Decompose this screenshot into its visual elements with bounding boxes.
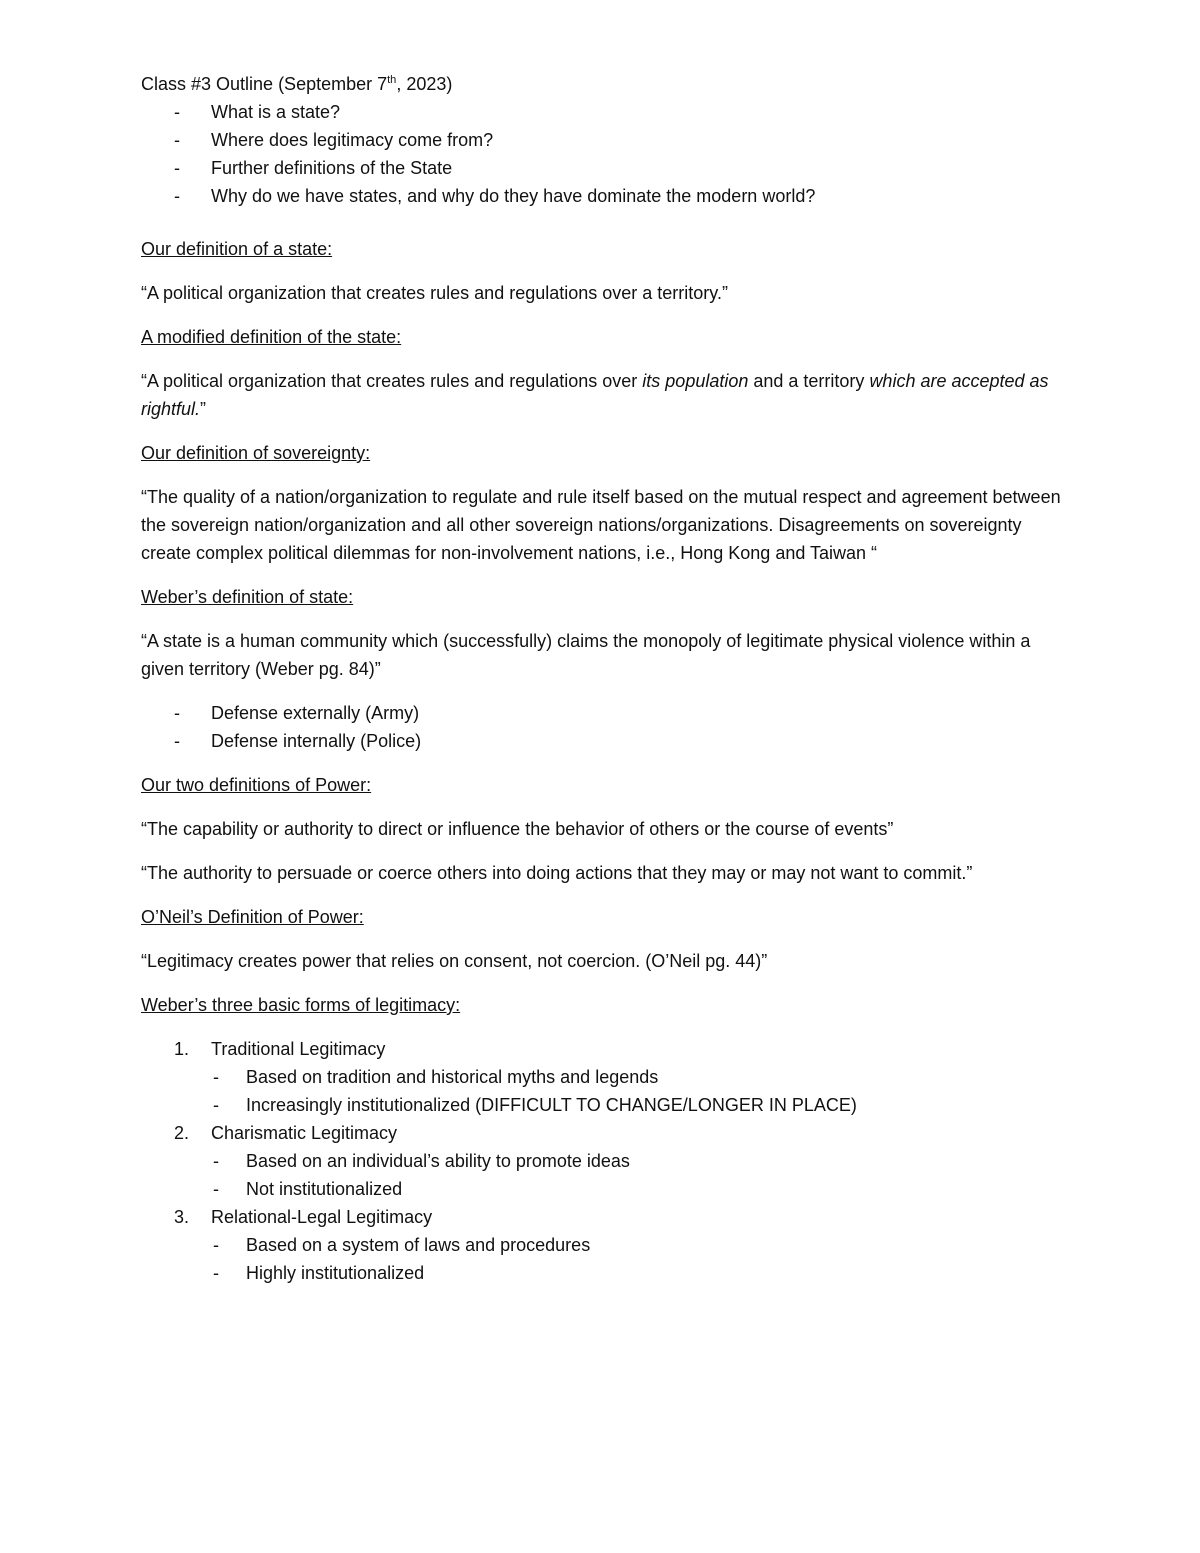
list-item: [141, 1175, 1061, 1203]
document-title: [141, 70, 1061, 98]
form-name: Traditional Legitimacy: [211, 1039, 386, 1059]
quote-text: “A political organization that creates rules and regulations over: [141, 371, 643, 391]
legitimacy-form: [141, 1119, 1061, 1203]
list-item-text: Defense internally (Police): [211, 731, 422, 751]
list-item: [141, 1259, 1061, 1287]
list-item-text: What is a state?: [211, 102, 341, 122]
list-item: [141, 98, 1061, 126]
dash-bullet: -: [174, 703, 180, 723]
quote-emphasis: which are accepted as rightful.: [141, 371, 1049, 419]
modified-definition-quote: [141, 367, 1061, 423]
legitimacy-form: [141, 1203, 1061, 1287]
dash-bullet: -: [213, 1095, 219, 1115]
state-definition-heading: Our definition of a state:: [141, 239, 333, 259]
list-item: [141, 1091, 1061, 1119]
list-item: [141, 182, 1061, 210]
list-item-text: Not institutionalized: [246, 1179, 403, 1199]
list-item: [141, 126, 1061, 154]
form-points: [141, 1147, 1061, 1203]
legitimacy-heading: Weber’s three basic forms of legitimacy:: [141, 995, 461, 1015]
list-item: [141, 699, 1061, 727]
list-item-text: Defense externally (Army): [211, 703, 420, 723]
dash-bullet: -: [174, 130, 180, 150]
oneil-heading: O’Neil’s Definition of Power:: [141, 907, 364, 927]
sovereignty-quote: “The quality of a nation/organization to regulate and rule itself based on the mutual respect and agreement between the sovereign nation/organization and all other sovereign nations/organizations. Disagreements on sovereignty create complex political dilemmas for non-involvement nations, i.e., Hong Kong and Taiwan “: [141, 487, 1061, 563]
dash-bullet: -: [213, 1179, 219, 1199]
form-points: [141, 1231, 1061, 1287]
list-item-text: Highly institutionalized: [246, 1263, 425, 1283]
power-quote-1: “The capability or authority to direct or influence the behavior of others or the course of events”: [141, 819, 894, 839]
modified-definition-heading: A modified definition of the state:: [141, 327, 402, 347]
dash-bullet: -: [213, 1151, 219, 1171]
outline-list: [141, 98, 1061, 210]
list-item: [141, 1063, 1061, 1091]
legitimacy-forms-list: [141, 1035, 1061, 1287]
state-definition-quote: “A political organization that creates rules and regulations over a territory.”: [141, 283, 728, 303]
form-number: 1.: [174, 1039, 190, 1059]
dash-bullet: -: [174, 186, 180, 206]
power-heading: Our two definitions of Power:: [141, 775, 372, 795]
form-number: 3.: [174, 1207, 190, 1227]
list-item-text: Based on tradition and historical myths and legends: [246, 1067, 659, 1087]
dash-bullet: -: [174, 158, 180, 178]
form-name: Relational-Legal Legitimacy: [211, 1207, 433, 1227]
oneil-quote: “Legitimacy creates power that relies on consent, not coercion. (O’Neil pg. 44)”: [141, 951, 768, 971]
form-title-row: [141, 1035, 1061, 1063]
title-text-suffix: , 2023): [396, 74, 453, 94]
list-item: [141, 1231, 1061, 1259]
list-item-text: Based on an individual’s ability to promote ideas: [246, 1151, 630, 1171]
dash-bullet: -: [174, 731, 180, 751]
sovereignty-heading: Our definition of sovereignty:: [141, 443, 371, 463]
list-item-text: Further definitions of the State: [211, 158, 453, 178]
title-superscript: th: [387, 74, 397, 86]
power-quote-2: “The authority to persuade or coerce others into doing actions that they may or may not want to commit.”: [141, 863, 973, 883]
form-name: Charismatic Legitimacy: [211, 1123, 398, 1143]
list-item-text: Where does legitimacy come from?: [211, 130, 494, 150]
dash-bullet: -: [213, 1235, 219, 1255]
form-number: 2.: [174, 1123, 190, 1143]
weber-defense-list: [141, 699, 1061, 755]
list-item: [141, 727, 1061, 755]
weber-state-quote: “A state is a human community which (successfully) claims the monopoly of legitimate physical violence within a given territory (Weber pg. 84)”: [141, 631, 1031, 679]
document-page: [141, 70, 1061, 1287]
list-item: [141, 1147, 1061, 1175]
weber-state-heading: Weber’s definition of state:: [141, 587, 354, 607]
dash-bullet: -: [213, 1263, 219, 1283]
dash-bullet: -: [213, 1067, 219, 1087]
form-title-row: [141, 1203, 1061, 1231]
quote-text: ”: [200, 399, 207, 419]
quote-emphasis: its population: [642, 371, 749, 391]
list-item-text: Increasingly institutionalized (DIFFICULT TO CHANGE/LONGER IN PLACE): [246, 1095, 857, 1115]
list-item-text: Based on a system of laws and procedures: [246, 1235, 591, 1255]
quote-text: and a territory: [748, 371, 870, 391]
list-item-text: Why do we have states, and why do they have dominate the modern world?: [211, 186, 816, 206]
form-title-row: [141, 1119, 1061, 1147]
form-points: [141, 1063, 1061, 1119]
list-item: [141, 154, 1061, 182]
title-text: Class #3 Outline (September 7: [141, 74, 388, 94]
legitimacy-form: [141, 1035, 1061, 1119]
dash-bullet: -: [174, 102, 180, 122]
